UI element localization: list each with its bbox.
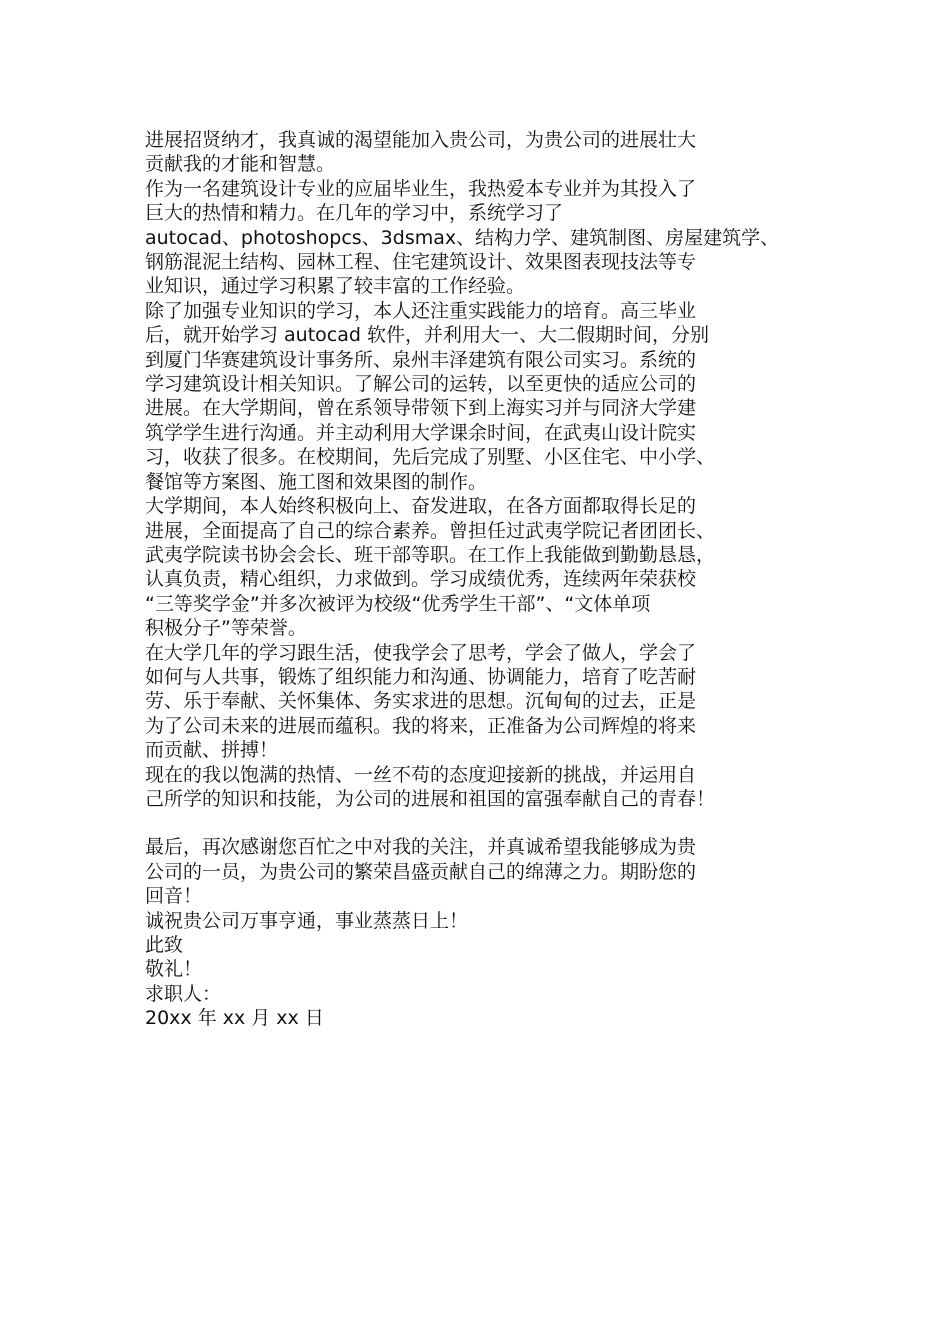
applicant-label: 求职人：: [145, 982, 222, 1005]
paragraph-spacer: [145, 811, 825, 835]
paragraph-university: 大学期间，本人始终积极向上、奋发进取，在各方面都取得长足的 进展，全面提高了自己的综合素养。曾担任过武夷学院记者团团长、 武夷学院读书协会会长、班干部等职。在工作上我能做到勤勤恳恳， 认真负责，精心组织，力求做到。学习成绩优秀，连续两年荣获校 “三等奖学金”并多次被评为校级“优秀学生干部”、“文体单项 积极分子”等荣誉。: [145, 495, 716, 640]
paragraph-present: 现在的我以饱满的热情、一丝不苟的态度迎接新的挑战，并运用自 己所学的知识和技能，为公司的进展和祖国的富强奉献自己的青春！: [145, 763, 716, 810]
paragraph-major: 作为一名建筑设计专业的应届毕业生，我热爱本专业并为其投入了 巨大的热情和精力。在几年的学习中，系统学习了 autocad、photoshopcs、3dsmax、结构力学、建筑制图、房屋建筑学、 钢筋混泥土结构、园林工程、住宅建筑设计、效果图表现技法等专 业知识，通过学习积累了较丰富的工作经验。: [145, 177, 780, 298]
paragraph-practice: 除了加强专业知识的学习，本人还注重实践能力的培育。高三毕业 后，就开始学习 autocad 软件，并利用大一、大二假期时间，分别 到厦门华赛建筑设计事务所、泉州丰泽建筑有限公司实习。系统的 学习建筑设计相关知识。了解公司的运转，以至更快的适应公司的 进展。在大学期间，曾在系领导带领下到上海实习并与同济大学建 筑学学生进行沟通。并主动利用大学课余时间，在武夷山设计院实 习，收获了很多。在校期间，先后完成了别墅、小区住宅、中小学、 餐馆等方案图、施工图和效果图的制作。: [145, 299, 716, 493]
cover-letter-body: [145, 128, 825, 1031]
paragraph-thanks: 最后，再次感谢您百忙之中对我的关注，并真诚希望我能够成为贵 公司的一员，为贵公司的繁荣昌盛贡献自己的绵薄之力。期盼您的 回音！: [145, 836, 697, 908]
salutation-jingli: 敬礼！: [145, 958, 203, 981]
paragraph-wishes: 诚祝贵公司万事亨通，事业蒸蒸日上！: [145, 909, 469, 932]
paragraph-growth: 在大学几年的学习跟生活，使我学会了思考，学会了做人，学会了 如何与人共事，锻炼了组织能力和沟通、协调能力，培育了吃苦耐 劳、乐于奉献、关怀集体、务实求进的思想。沉甸甸的过去，正是 为了公司未来的进展而蕴积。我的将来，正准备为公司辉煌的将来 而贡献、拼搏！: [145, 641, 697, 762]
salutation-cizhi: 此致: [145, 934, 184, 956]
letter-date: 20xx 年 xx 月 xx 日: [145, 1007, 324, 1030]
paragraph-intro: 进展招贤纳才，我真诚的渴望能加入贵公司，为贵公司的进展壮大 贡献我的才能和智慧。: [145, 129, 697, 176]
